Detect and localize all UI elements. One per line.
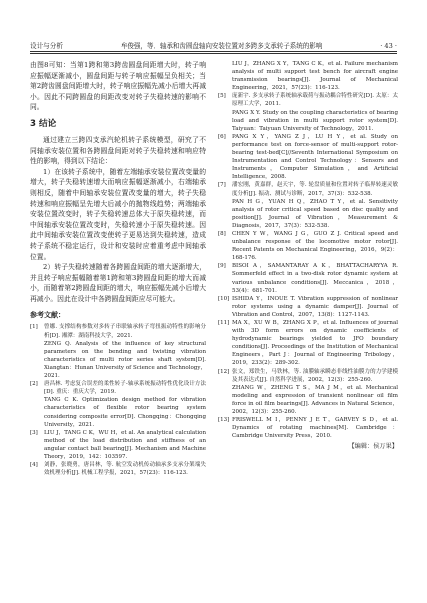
reference-number: [13] — [218, 417, 230, 424]
reference-text: 唐昌林. 考虑复合误差的柔性转子-轴承系统振动特性优化设计方法[D]. 重庆：重庆大学，2019. — [44, 381, 206, 396]
reference-item — [218, 92, 398, 108]
reference-text: LIU J，TANG C K，WU H，et al. An analytical calculation method of the load distribution and stiffness of an angular contact ball bearing[J]. Mechanism and Machine Theory，2019，142：103597. — [44, 429, 206, 460]
reference-text: 庞新宇. 多支承转子系统轴承载荷与振动耦合特性研究[D]. 太原：太原理工大学，2011. — [232, 93, 398, 108]
reference-item — [30, 396, 206, 428]
reference-text: ZENG Q. Analysis of the influence of key structural parameters on the bending and twisting vibration characteristics of multi rotor series shaft system[D]. Xiangtan：Hunan University of Science and Technology，2021. — [44, 340, 206, 380]
reference-number: [11] — [218, 320, 230, 326]
reference-text: ISHIDA Y，INOUE T. Vibration suppression of nonlinear rotor systems using a dynamic damper[J]. Journal of Vibration and Control，2007，13(8)：1127-1143. — [232, 295, 398, 318]
reference-number: [5] — [218, 93, 226, 100]
article-running-title: 牟俊强，等．轴承和齿圆盘轴向安装位置对多跨多支承转子系统的影响 — [120, 42, 323, 50]
reference-number: [7] — [218, 182, 226, 189]
reference-number — [30, 340, 44, 380]
reference-item — [30, 340, 206, 380]
reference-number — [218, 60, 232, 92]
header-rule — [30, 51, 397, 52]
reference-item — [218, 230, 398, 262]
reference-item — [30, 380, 206, 396]
conclusion-item-1: 1）在该转子系统中，随着左端轴承安装位置改变量的增大，转子失稳转速增大而响应振幅逐渐减小，右端轴承则相反，随着中间轴承安装位置改变量的增大，转子失稳转速和响应振幅呈先增大后减小的抛物线趋势；两端轴承安装位置改变时，转子失稳转速总体大于原失稳转速，而中间轴承安装位置改变时，失稳转速小于原失稳转速。因此中间轴承安装位置改变使转子更易达到失稳转速，造成转子系统不稳定运行，设计和安装时应着重考虑中间轴承位置。 — [30, 167, 206, 261]
reference-text: MA X，XU W B，ZHANG X P，et al. Influences of journal with 3D form errors on dynamic coefficients of hydrodynamic bearings yielded to JFO boundary conditions[J]. Proceedings of the Institution of Mechanical Engineers，Part J：Journal of Engineering Tribology，2019，233(2)：289-302. — [232, 320, 398, 367]
reference-item — [30, 323, 206, 339]
reference-item — [218, 181, 398, 197]
reference-text: CHEN Y W，WANG J G，GUO Z J. Critical speed and unbalance response of the locomotive motor rotor[J]. Recent Patents on Mechanical Engineering，2016，9(2)：168-176. — [232, 230, 398, 262]
reference-number: [9] — [218, 263, 226, 270]
reference-item — [30, 461, 206, 477]
reference-number — [218, 384, 232, 416]
reference-number: [3] — [30, 429, 38, 436]
page-number: · 43 · — [380, 42, 397, 50]
reference-item — [218, 295, 398, 319]
reference-text: 刘静，张晓勇，唐昌林，等. 航空发动机传动轴承多支承分架端失效机理分析[J]. 机械工程学报，2021，57(23)：116-123. — [44, 462, 206, 477]
reference-number — [218, 198, 232, 230]
reference-number: [2] — [30, 381, 38, 388]
reference-item — [218, 416, 398, 440]
reference-text: 曾娜. 支撑结构参数对多转子串联轴承转子弯扭振动特性的影响分析[D]. 湘潭：湖南科技大学，2021. — [44, 324, 206, 339]
reference-text: ZHANG W，ZHENG T S，MA J M，et al. Mechanical modeling and expression of transient nonlinear oil film force in oil film bearings[J]. Advances in Natural Science，2002，12(3)：255-260. — [232, 384, 398, 416]
right-column — [218, 60, 398, 453]
reference-number — [30, 396, 44, 428]
reference-item — [218, 109, 398, 133]
conclusion-paragraph: 通过建立三跨四支承汽轮机转子系统模型，研究了不同轴承安装位置和各跨圆盘间距对转子失稳转速和响应特性的影响，得到以下结论： — [30, 135, 206, 166]
reference-text: TANG C K. Optimization design method for vibration characteristics of flexible rotor bearing system considering composite error[D]. Chongqing：Chongqing University，2021. — [44, 397, 206, 428]
reference-list-left — [30, 323, 206, 477]
reference-text: 潘宏刚，黄嘉群，赵天宇，等. 轮盘质量和位置对转子临界转速灵敏度分析[J]. 振动、测试与诊断，2017，37(3)：532-538. — [232, 182, 398, 197]
reference-text: 张文，郑铁生，马铁林，等. 油膜轴承瞬态非线性油膜力的力学建模及其表达式[J]. 自然科学进展，2002，12(3)：255-260. — [232, 368, 398, 383]
reference-list-right — [218, 60, 398, 440]
reference-text: PANG X Y，YANG Z J，LU H Y，et al. Study on performance test on force-sensor of multi-support rotor-bearing test-bed[C]//Seventh International Symposium on Instrumentation and Control Technology：Sensors and Instruments，Computer Simulation，and Artificial Intelligence，2008. — [232, 133, 398, 181]
reference-text: BISOI A，SAMANTARAY A K，BHATTACHARYYA R. Sommerfeld effect in a two-disk rotor dynamic system at various unbalance conditions[J]. Meccanica，2018，53(4)：681-701. — [232, 263, 398, 294]
reference-number: [4] — [30, 462, 38, 469]
reference-text: FRISWELL M I，PENNY J E T，GARVEY S D，et al. Dynamics of rotating machines[M]. Cambridge：Cambridge University Press，2010. — [232, 417, 398, 440]
left-column — [30, 60, 206, 477]
references-title: 参考文献： — [30, 311, 65, 320]
header-rule-thin — [30, 53, 397, 54]
reference-text: PAN H G，YUAN H Q，ZHAO T Y，et al. Sensitivity analysis of rotor critical speed based on disc quality and position[J]. Journal of Vibration，Measurement & Diagnosis，2017，37(3)：532-538. — [232, 198, 398, 229]
editor-note: 【编辑：侯万果】 — [348, 443, 398, 451]
conclusion-item-2: 2）转子失稳转速随着各跨圆盘间距的增大逐渐增大，并且转子响应振幅随着第1跨和第3跨圆盘间距的增大而减小，而随着第2跨圆盘间距的增大，响应振幅先减小后增大再减小。因此在设计中各跨圆盘间距应尽可能大。 — [30, 263, 206, 303]
reference-item — [218, 262, 398, 294]
reference-item — [218, 368, 398, 384]
journal-section: 设计与分析 — [30, 42, 63, 50]
reference-item — [218, 384, 398, 416]
reference-number: [10] — [218, 295, 230, 302]
reference-text: LIU J，ZHANG X Y，TANG C K，et al. Failure mechanism analysis of multi support test bench for aircraft engine transmission bearings[J]. Journal of Mechanical Engineering，2021，57(23)：116-123. — [232, 61, 398, 92]
reference-item — [218, 60, 398, 92]
intro-paragraph: 由图8可知：当第1跨和第3跨齿圆盘间距增大时，转子响应振幅逐渐减小，圆盘间距与转子响应振幅呈负相关；当第2跨齿圆盘间距增大时，转子响应振幅先减小后增大再减小。因此不同跨圆盘的间距改变对转子失稳转速的影响不同。 — [30, 61, 206, 112]
reference-text: PANG X Y. Study on the coupling characteristics of bearing load and vibration in multi support rotor system[D]. Taiyuan：Taiyuan University of Technology，2011. — [232, 109, 398, 132]
reference-item — [218, 198, 398, 230]
reference-item — [218, 133, 398, 182]
reference-number: [1] — [30, 324, 38, 331]
reference-number: [8] — [218, 230, 226, 237]
reference-number — [218, 109, 232, 133]
reference-number: [12] — [218, 368, 230, 375]
reference-item — [218, 319, 398, 368]
reference-item — [30, 429, 206, 461]
running-header — [30, 36, 397, 50]
reference-number: [6] — [218, 133, 226, 140]
section-title-conclusion: 3 结论 — [30, 118, 57, 129]
